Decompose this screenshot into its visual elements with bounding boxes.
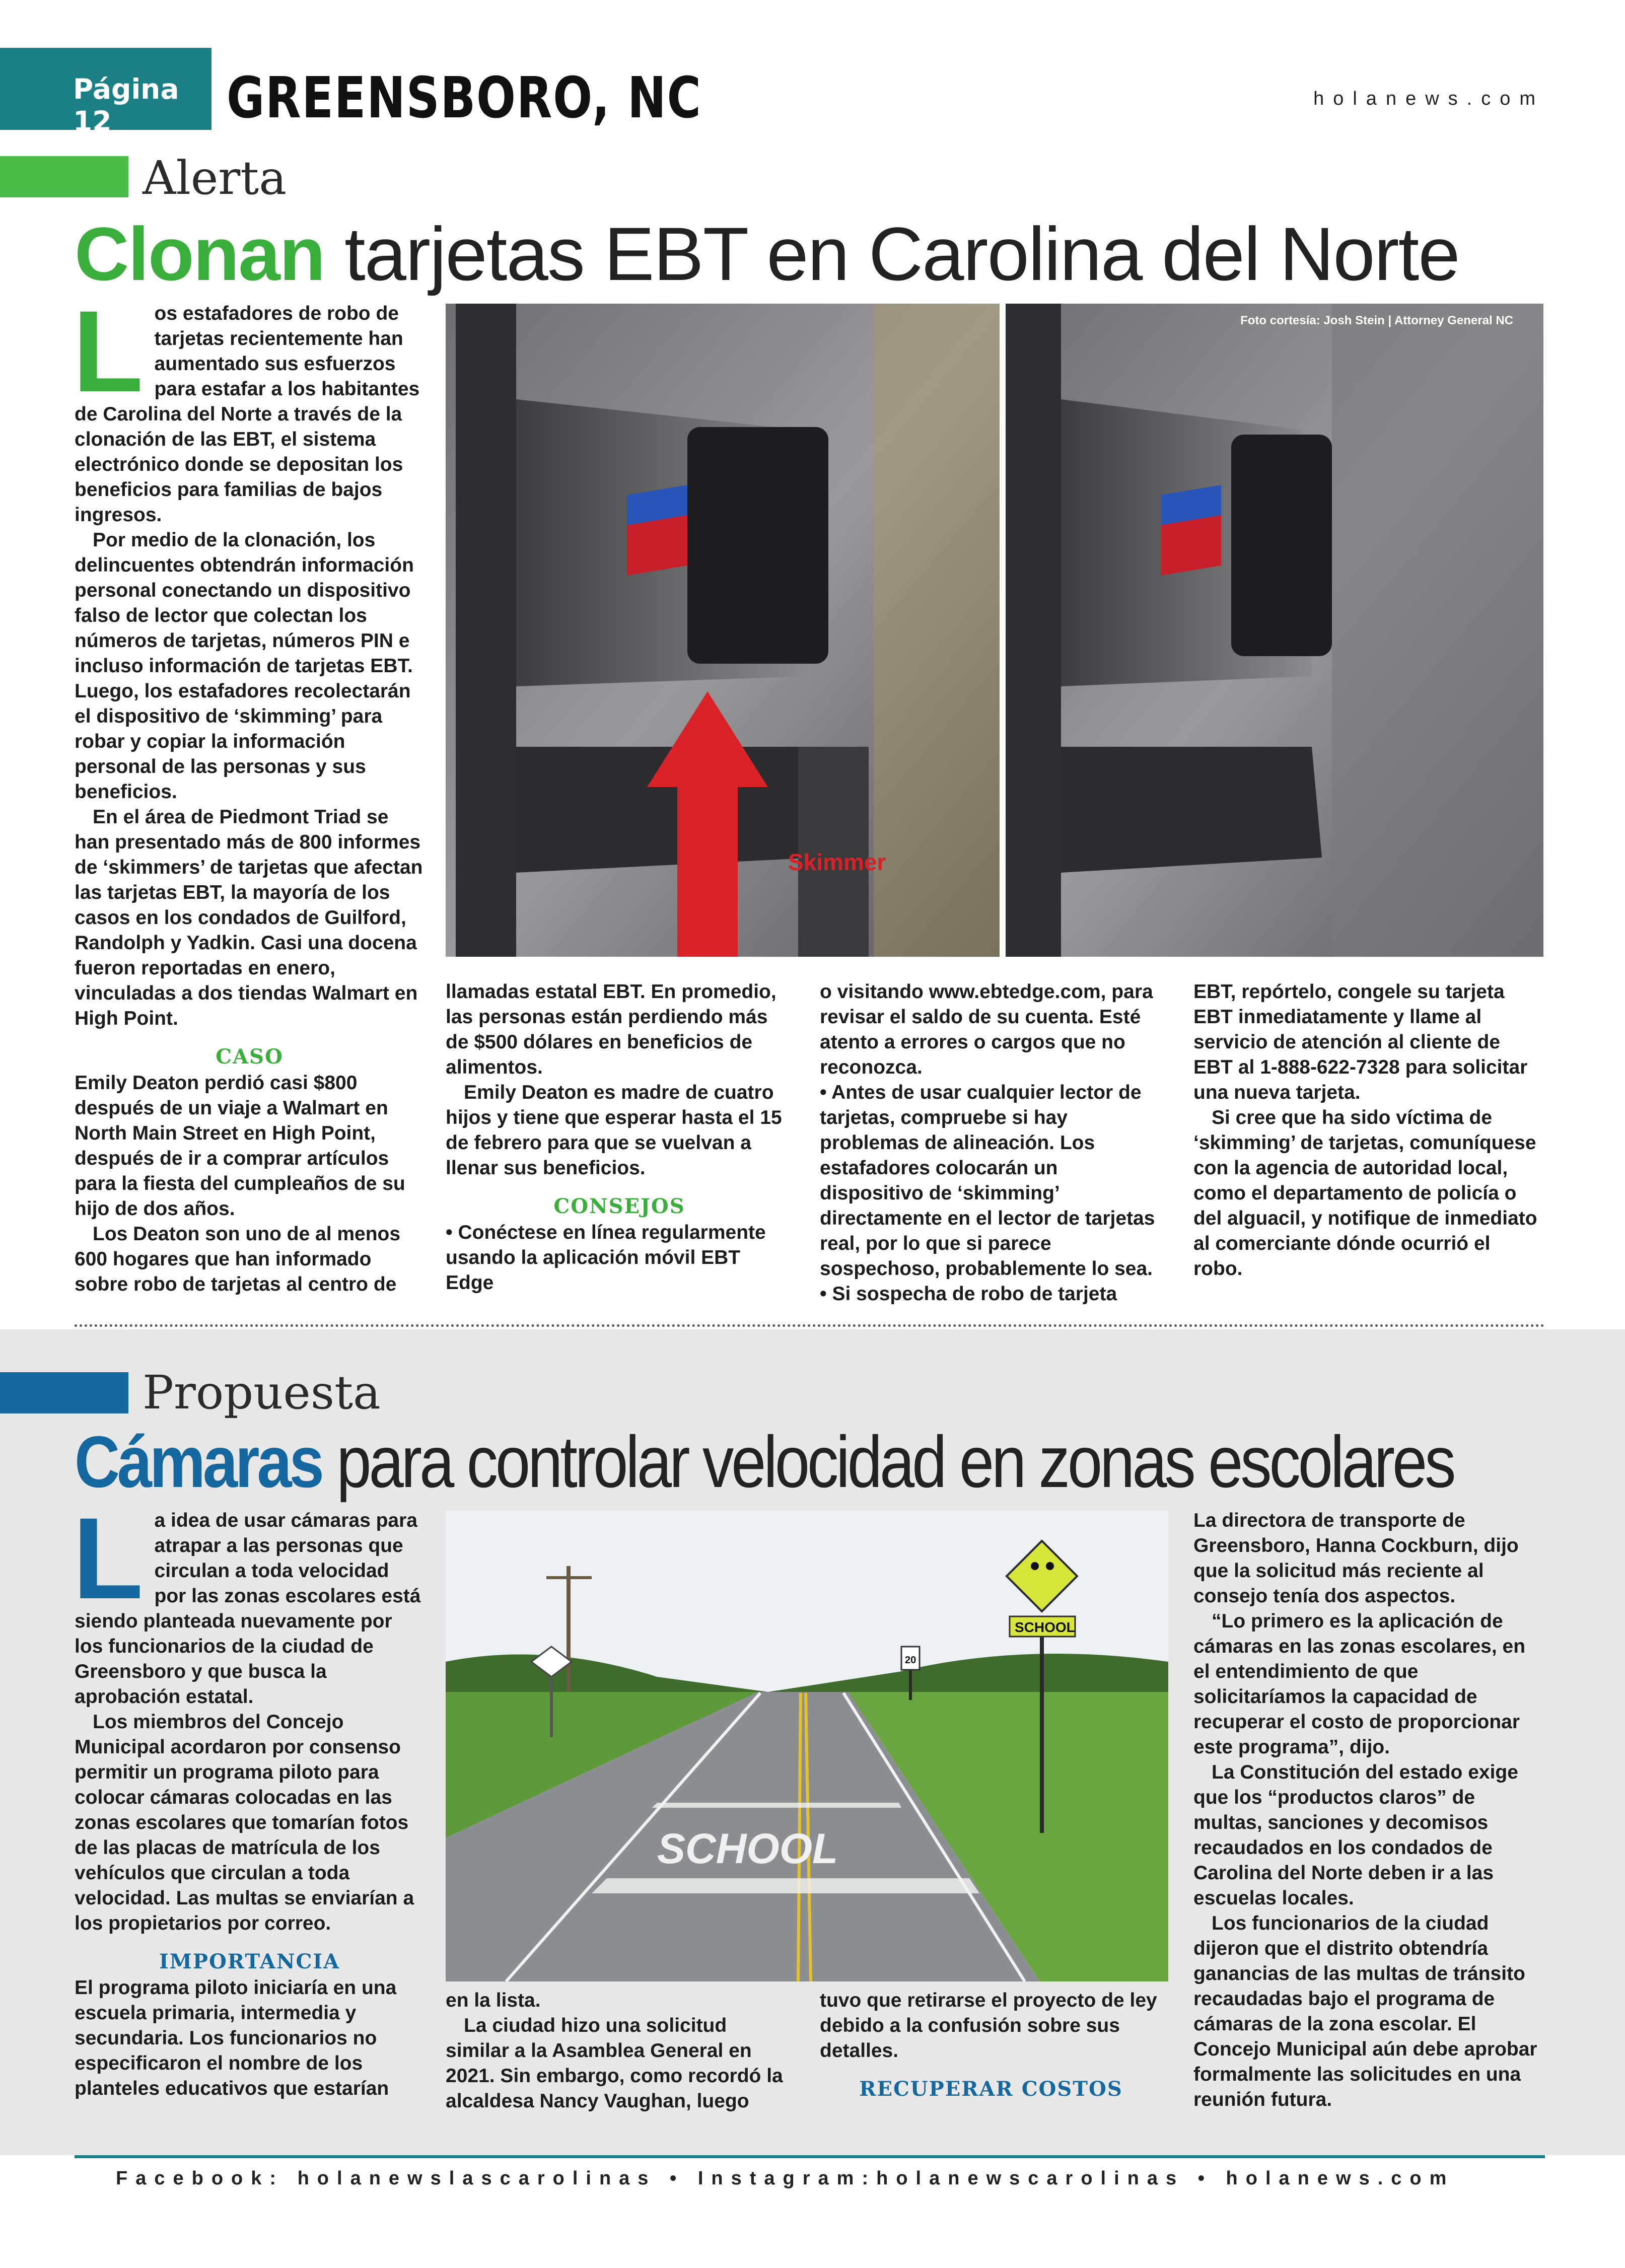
kicker-bar (0, 156, 128, 197)
subhead-caso: CASO (216, 1045, 284, 1069)
paragraph: a idea de usar cámaras para atrapar a las personas que circulan a toda velocidad por las zonas escolares está siendo planteada nuevamente por los funcionarios de la ciudad de Greensboro y que busca la aprobación estatal. (75, 1510, 421, 1708)
page-number: Página 12 (73, 73, 179, 137)
speed-sign-text: 20 (905, 1655, 916, 1666)
school-zone-photo (446, 1511, 1168, 1981)
paragraph: • Antes de usar cualquier lector de tarjetas, compruebe si hay problemas de alineación. Los estafadores colocarán un dispositivo de ‘skimming’ directamente en el lector de tarjetas real, por lo que si parece sospechoso, probablemente lo sea. (820, 1082, 1155, 1280)
subhead-consejos: CONSEJOS (553, 1194, 685, 1218)
paragraph: • Si sospecha de robo de tarjeta (820, 1283, 1117, 1305)
paragraph: “Lo primero es la aplicación de cámaras en las zonas escolares, en el entendimiento de que solicitaríamos la capacidad de recuperar el costo de proporcionar este programa”, dijo. (1193, 1610, 1526, 1758)
school-sign-text: SCHOOL (1015, 1619, 1075, 1635)
article2-headline (75, 1420, 1453, 1504)
paragraph: Si cree que ha sido víctima de ‘skimming’ de tarjetas, comuníquese con la agencia de autoridad local, como el departamento de policía o del alguacil, y notifique de inmediato al comerciante dónde ocurrió el robo. (1193, 1107, 1537, 1280)
paragraph: Los Deaton son uno de al menos 600 hogares que han informado sobre robo de tarjetas al centro de (75, 1223, 401, 1295)
subhead-recuperar-costos: RECUPERAR COSTOS (859, 2077, 1123, 2101)
paragraph: Emily Deaton perdió casi $800 después de un viaje a Walmart en North Main Street en High Point, después de ir a comprar artículos para la fiesta del cumpleaños de su hijo de dos años. (75, 1072, 405, 1220)
page-number-tab (0, 48, 211, 137)
paragraph: os estafadores de robo de tarjetas recientemente han aumentado sus esfuerzos para estafar a los habitantes de Carolina del Norte a través de la clonación de las EBT, el sistema electrónico donde se depositan los beneficios para familias de bajos ingresos. (75, 303, 420, 526)
paragraph: EBT, repórtelo, congele su tarjeta EBT inmediatamente y llame al servicio de atención al cliente de EBT al 1-888-622-7328 para solicitar una nueva tarjeta. (1193, 981, 1528, 1103)
paragraph: El programa piloto iniciaría en una escuela primaria, intermedia y secundaria. Los funcionarios no especificaron el nombre de los planteles educativos que estarían (75, 1977, 397, 2099)
road-school-text: SCHOOL (657, 1825, 838, 1872)
skimmer-photo-illustration (446, 304, 1543, 957)
paragraph: • Conéctese en línea regularmente usando la aplicación móvil EBT Edge (446, 1222, 766, 1294)
article2-headline-rest: para controlar velocidad en zonas escolares (321, 1421, 1454, 1503)
paragraph: Los miembros del Concejo Municipal acordaron por consenso permitir un programa piloto para colocar cámaras colocadas en las zonas escolares que tomarían fotos de las placas de matrícula de los vehículos que circulan a toda velocidad. Las multas se enviarían a los propietarios por correo. (75, 1711, 414, 1934)
article1-dropcap: L (73, 287, 144, 416)
paragraph: llamadas estatal EBT. En promedio, las personas están perdiendo más de $500 dólares en beneficios de alimentos. (446, 981, 776, 1078)
section-city: GREENSBORO, NC (227, 65, 702, 131)
paragraph: Emily Deaton es madre de cuatro hijos y tiene que esperar hasta el 15 de febrero para que se vuelvan a llenar sus beneficios. (446, 1082, 782, 1179)
paragraph: La Constitución del estado exige que los “productos claros” de multas, sanciones y decomisos recaudados en los condados de Carolina del Norte deben ir a las escuelas locales. (1193, 1761, 1518, 1909)
kicker-bar (0, 1372, 128, 1413)
school-zone-photo-illustration (446, 1511, 1168, 1981)
article1-headline (75, 210, 1459, 298)
article1-column-3 (820, 979, 1162, 1307)
subhead-importancia: IMPORTANCIA (159, 1950, 340, 1973)
article2-column-3 (820, 1988, 1162, 2103)
article2-column-1 (73, 1494, 425, 2101)
paragraph: La directora de transporte de Greensboro, Hanna Cockburn, dijo que la solicitud más reciente al consejo tenía dos aspectos. (1193, 1510, 1519, 1607)
paragraph: tuvo que retirarse el proyecto de ley debido a la confusión sobre sus detalles. (820, 1990, 1157, 2062)
article1-column-2 (446, 979, 793, 1296)
photo-credit: Foto cortesía: Josh Stein | Attorney General NC (1240, 314, 1513, 327)
site-url: holanews.com (1313, 88, 1544, 109)
article1-column-1 (73, 287, 425, 1297)
article1-kicker: Alerta (143, 151, 287, 205)
article2-column-4 (1193, 1508, 1543, 2112)
paragraph: o visitando www.ebtedge.com, para revisar el saldo de su cuenta. Esté atento a errores o cargos que no reconozca. (820, 981, 1153, 1078)
footer-rule (75, 2155, 1545, 2158)
article1-headline-bold: Clonan (75, 211, 325, 296)
article2-headline-bold: Cámaras (75, 1421, 322, 1503)
skimmer-photo (446, 304, 1543, 957)
paragraph: en la lista. (446, 1990, 541, 2011)
footer-social-links: Facebook: holanewslascarolinas • Instagram:holanewscarolinas • holanews.com (116, 2168, 1455, 2189)
article2-kicker: Propuesta (143, 1366, 381, 1420)
article1-headline-rest: tarjetas EBT en Carolina del Norte (324, 211, 1459, 296)
paragraph: La ciudad hizo una solicitud similar a la Asamblea General en 2021. Sin embargo, como recordó la alcaldesa Nancy Vaughan, luego (446, 2015, 783, 2112)
paragraph: En el área de Piedmont Triad se han presentado más de 800 informes de ‘skimmers’ de tarjetas que afectan las tarjetas EBT, la mayoría de los casos en los condados de Guilford, Randolph y Yadkin. Casi una docena fueron reportadas en enero, vinculadas a dos tiendas Walmart en High Point. (75, 806, 423, 1029)
article1-column-4 (1193, 979, 1543, 1282)
paragraph: Por medio de la clonación, los delincuentes obtendrán información personal conectando un dispositivo falso de lector que colectan los números de tarjetas, números PIN e incluso información de tarjetas EBT. Luego, los estafadores recolectarán el dispositivo de ‘skimming’ para robar y copiar la información personal de las personas y sus beneficios. (75, 529, 414, 803)
skimmer-label: Skimmer (788, 849, 886, 875)
article2-column-2 (446, 1988, 793, 2114)
article2-dropcap: L (73, 1494, 144, 1623)
section-divider (75, 1324, 1545, 1327)
paragraph: Los funcionarios de la ciudad dijeron que el distrito obtendría ganancias de las multas de tránsito recaudadas bajo el programa de cámaras de la zona escolar. El Concejo Municipal aún debe aprobar formalmente las solicitudes en una reunión futura. (1193, 1912, 1537, 2110)
